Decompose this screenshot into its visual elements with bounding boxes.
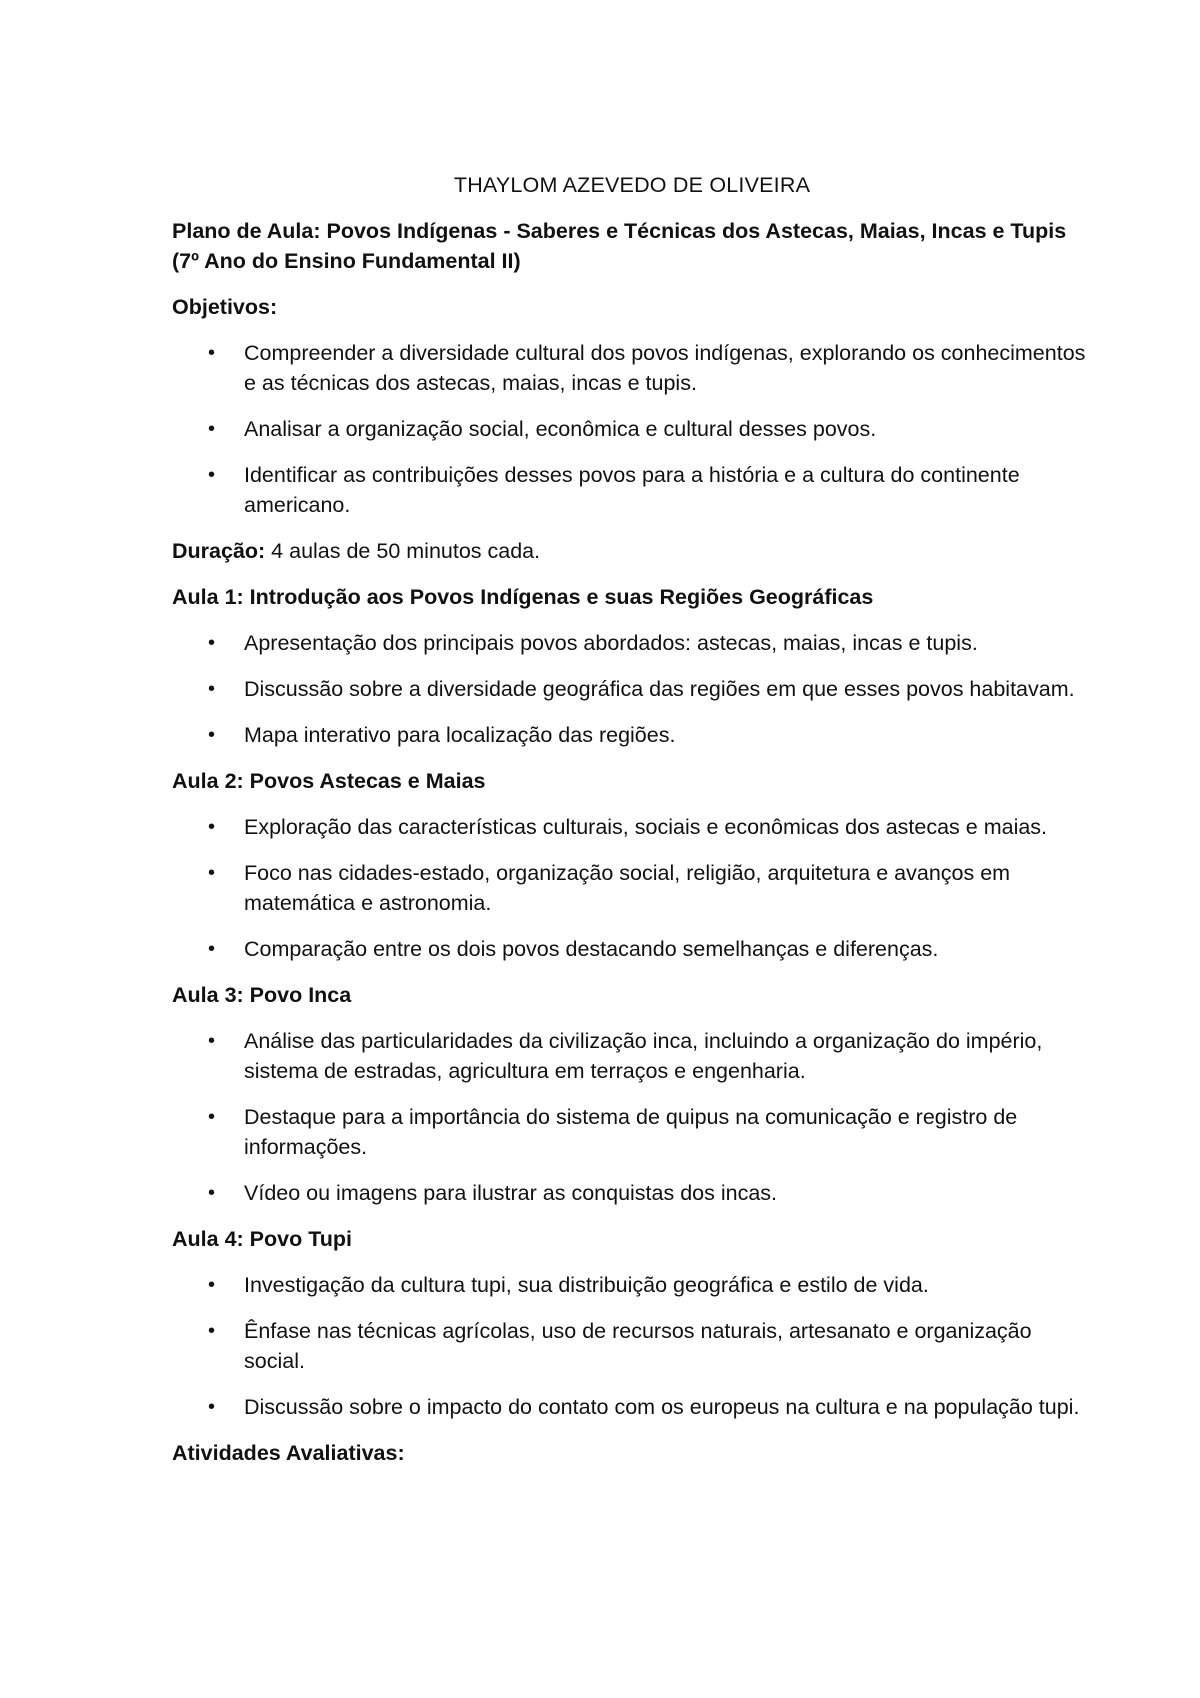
- list-item-text: Ênfase nas técnicas agrícolas, uso de recursos naturais, artesanato e organização social.: [244, 1319, 1032, 1373]
- author-name: THAYLOM AZEVEDO DE OLIVEIRA: [453, 173, 811, 197]
- lesson-3-heading: Aula 3: Povo Inca: [172, 983, 352, 1007]
- bullet-icon: •: [208, 1030, 216, 1052]
- list-item-text: Identificar as contribuições desses povos para a história e a cultura do continente americano.: [244, 463, 1020, 517]
- objectives-list: [172, 338, 1092, 520]
- lesson-2-list: [172, 812, 1092, 964]
- list-item: [172, 720, 1092, 750]
- bullet-icon: •: [208, 1396, 216, 1418]
- bullet-icon: •: [208, 342, 216, 364]
- lesson-3-list: [172, 1026, 1092, 1208]
- assessment-heading: Atividades Avaliativas:: [172, 1441, 405, 1465]
- bullet-icon: •: [208, 1274, 216, 1296]
- list-item: [172, 1270, 1092, 1300]
- bullet-icon: •: [208, 418, 216, 440]
- list-item: [172, 1316, 1092, 1376]
- lesson-4-list: [172, 1270, 1092, 1422]
- bullet-icon: •: [208, 1106, 216, 1128]
- document-page: [172, 170, 1092, 1484]
- bullet-icon: •: [208, 1182, 216, 1204]
- bullet-icon: •: [208, 724, 216, 746]
- lesson-2-heading: Aula 2: Povos Astecas e Maias: [172, 769, 486, 793]
- list-item-text: Analisar a organização social, econômica e cultural desses povos.: [244, 417, 877, 441]
- list-item: [172, 338, 1092, 398]
- list-item-text: Análise das particularidades da civilização inca, incluindo a organização do império, sistema de estradas, agricultura em terraços e engenharia.: [244, 1029, 1043, 1083]
- list-item: [172, 628, 1092, 658]
- list-item: [172, 674, 1092, 704]
- lesson-4-heading: Aula 4: Povo Tupi: [172, 1227, 352, 1251]
- list-item-text: Discussão sobre a diversidade geográfica das regiões em que esses povos habitavam.: [244, 677, 1075, 701]
- duration-label: Duração:: [172, 539, 266, 563]
- list-item-text: Investigação da cultura tupi, sua distribuição geográfica e estilo de vida.: [244, 1273, 929, 1297]
- bullet-icon: •: [208, 1320, 216, 1342]
- bullet-icon: •: [208, 938, 216, 960]
- objectives-heading: Objetivos:: [172, 295, 278, 319]
- list-item: [172, 934, 1092, 964]
- list-item: [172, 1392, 1092, 1422]
- bullet-icon: •: [208, 678, 216, 700]
- list-item-text: Mapa interativo para localização das regiões.: [244, 723, 676, 747]
- list-item: [172, 460, 1092, 520]
- list-item: [172, 414, 1092, 444]
- list-item-text: Compreender a diversidade cultural dos povos indígenas, explorando os conhecimentos e as técnicas dos astecas, maias, incas e tupis.: [244, 341, 1086, 395]
- list-item: [172, 812, 1092, 842]
- list-item-text: Comparação entre os dois povos destacando semelhanças e diferenças.: [244, 937, 939, 961]
- bullet-icon: •: [208, 632, 216, 654]
- bullet-icon: •: [208, 862, 216, 884]
- duration-paragraph: [172, 536, 1092, 566]
- duration-value: 4 aulas de 50 minutos cada.: [265, 539, 541, 563]
- lesson-1-list: [172, 628, 1092, 750]
- list-item-text: Discussão sobre o impacto do contato com os europeus na cultura e na população tupi.: [244, 1395, 1080, 1419]
- list-item: [172, 858, 1092, 918]
- list-item: [172, 1026, 1092, 1086]
- lesson-plan-title: Plano de Aula: Povos Indígenas - Saberes e Técnicas dos Astecas, Maias, Incas e Tupis (7º Ano do Ensino Fundamental II): [172, 219, 1067, 273]
- bullet-icon: •: [208, 816, 216, 838]
- list-item: [172, 1102, 1092, 1162]
- list-item-text: Foco nas cidades-estado, organização social, religião, arquitetura e avanços em matemática e astronomia.: [244, 861, 1011, 915]
- list-item: [172, 1178, 1092, 1208]
- list-item-text: Apresentação dos principais povos abordados: astecas, maias, incas e tupis.: [244, 631, 978, 655]
- list-item-text: Exploração das características culturais, sociais e econômicas dos astecas e maias.: [244, 815, 1048, 839]
- bullet-icon: •: [208, 464, 216, 486]
- list-item-text: Destaque para a importância do sistema de quipus na comunicação e registro de informações.: [244, 1105, 1018, 1159]
- lesson-1-heading: Aula 1: Introdução aos Povos Indígenas e suas Regiões Geográficas: [172, 585, 874, 609]
- list-item-text: Vídeo ou imagens para ilustrar as conquistas dos incas.: [244, 1181, 778, 1205]
